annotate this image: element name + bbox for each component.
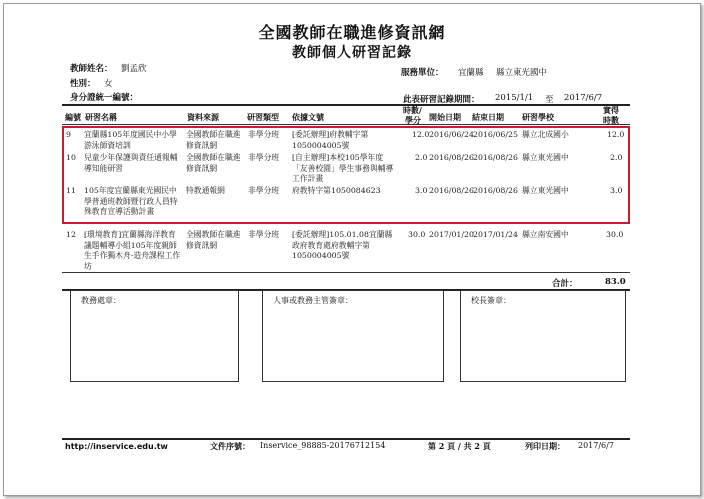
principal-seal-label: 校長簽章： [471, 296, 511, 305]
table-row-no: 12 [66, 230, 76, 239]
col-header-source: 資料來源 [187, 113, 219, 122]
serial-number: Inservice_98885-20176712154 [260, 441, 386, 450]
table-row-source: 特教通報網 [186, 186, 225, 195]
document-subtitle: 教師個人研習記錄 [292, 45, 412, 61]
table-row-start: 2016/08/26 [429, 186, 474, 195]
table-row-hours: 2.0 [415, 153, 428, 162]
id-number-label: 身分證統一編號： [70, 93, 139, 103]
hr-seal-box [262, 290, 444, 382]
table-row-school: 縣立南安國中 [522, 230, 569, 239]
table-row-source: 全國教師在職進修資訊網 [186, 230, 241, 250]
table-row-hours: 12.0 [412, 130, 430, 139]
teacher-name-label: 教師姓名： [70, 64, 113, 74]
period-end: 2017/6/7 [564, 93, 603, 103]
col-header-doc: 依據文號 [292, 113, 324, 122]
table-row-end: 2016/08/26 [473, 186, 518, 195]
table-row-earned: 30.0 [606, 230, 624, 239]
table-row-start: 2017/01/20 [429, 230, 474, 239]
hr-seal-label: 人事或教務主管簽章： [273, 296, 353, 305]
col-header-hours-2: 學分 [405, 116, 421, 125]
gender-label: 性別： [70, 79, 96, 89]
table-row-source: 全國教師在職進修資訊網 [186, 130, 241, 150]
principal-seal-box [460, 290, 626, 382]
table-row-type: 非學分班 [248, 230, 280, 239]
table-row-earned: 12.0 [607, 130, 625, 139]
table-row-hours: 30.0 [408, 230, 426, 239]
col-header-no: 編號 [65, 113, 81, 122]
site-url-link[interactable]: http://inservice.edu.tw [65, 442, 168, 451]
teacher-name: 劉孟欣 [121, 64, 147, 74]
col-header-hours-1: 時數/ [403, 106, 422, 115]
gender-value: 女 [104, 79, 113, 89]
dept-seal-label: 教務處章： [81, 296, 121, 305]
table-row-no: 11 [66, 186, 76, 195]
table-row-doc: [委託辦理]府教輔字第1050004005號 [292, 130, 369, 150]
total-label: 合計： [552, 279, 578, 289]
table-row-end: 2016/06/25 [473, 130, 518, 139]
table-row-type: 非學分班 [248, 130, 280, 139]
table-row-type: 非學分班 [248, 153, 280, 162]
serial-label: 文件序號： [210, 441, 250, 451]
table-row-school: 縣立東光國中 [522, 153, 569, 162]
col-header-earned-1: 實得 [603, 106, 619, 115]
document-title: 全國教師在職進修資訊網 [258, 23, 446, 42]
table-top-rule [62, 104, 630, 106]
page-indicator: 第 2 頁 / 共 2 頁 [428, 441, 491, 451]
footer-rule [62, 438, 630, 440]
table-row-end: 2017/01/24 [473, 230, 518, 239]
table-row-earned: 2.0 [610, 153, 623, 162]
table-row-type: 非學分班 [248, 186, 280, 195]
table-row-end: 2016/08/26 [473, 153, 518, 162]
table-row-no: 10 [66, 153, 76, 162]
col-header-start: 開始日期 [429, 113, 461, 122]
total-value: 83.0 [605, 277, 626, 287]
table-row-doc: [自主辦理]本校105學年度「友善校園」學生事務與輔導工作計畫 [292, 153, 394, 183]
service-unit-school: 縣立東光國中 [496, 68, 548, 78]
col-header-name: 研習名稱 [85, 113, 117, 122]
print-date: 2017/6/7 [578, 441, 614, 450]
table-header-rule [62, 124, 630, 125]
table-row-doc: [委託辦理]105.01.08宜蘭縣政府教育處府教輔字第1050004005號 [292, 230, 393, 260]
col-header-end: 結束日期 [472, 113, 504, 122]
table-row-source: 全國教師在職進修資訊網 [186, 153, 241, 173]
table-bottom-rule [62, 272, 630, 273]
service-unit-label: 服務單位： [401, 68, 444, 78]
period-start: 2015/1/1 [495, 93, 534, 103]
period-label: 此表研習記錄期間： [403, 95, 480, 105]
table-row-name: 105年度宜蘭縣東光國民中學普通班教師暨行政人員特殊教育宣導活動計畫 [84, 186, 178, 216]
table-row-doc: 府教特字第1050084623 [292, 186, 381, 195]
table-row-name: [環境教育]宜蘭縣海洋教育議題輔導小組105年度親師生手作獨木舟-造舟課程工作坊 [84, 230, 181, 271]
col-header-type: 研習類型 [247, 113, 279, 122]
print-date-label: 列印日期： [525, 441, 565, 451]
table-row-start: 2016/06/24 [429, 130, 474, 139]
table-row-no: 9 [66, 130, 71, 139]
col-header-school: 研習學校 [522, 113, 554, 122]
table-row-earned: 3.0 [610, 186, 623, 195]
table-row-school: 縣立北成國小 [522, 130, 569, 139]
table-row-name: 兒童少年保護與責任通報輔導知能研習 [84, 153, 178, 173]
highlight-box [62, 126, 630, 224]
service-unit-county: 宜蘭縣 [458, 68, 484, 78]
period-separator: 至 [545, 95, 554, 105]
col-header-earned-2: 時數 [603, 116, 619, 125]
table-row-school: 縣立東光國中 [522, 186, 569, 195]
table-row-name: 宜蘭縣105年度國民中小學游泳師資培訓 [84, 130, 177, 150]
dept-seal-box [70, 290, 239, 382]
table-row-start: 2016/08/26 [429, 153, 474, 162]
table-row-hours: 3.0 [415, 186, 428, 195]
